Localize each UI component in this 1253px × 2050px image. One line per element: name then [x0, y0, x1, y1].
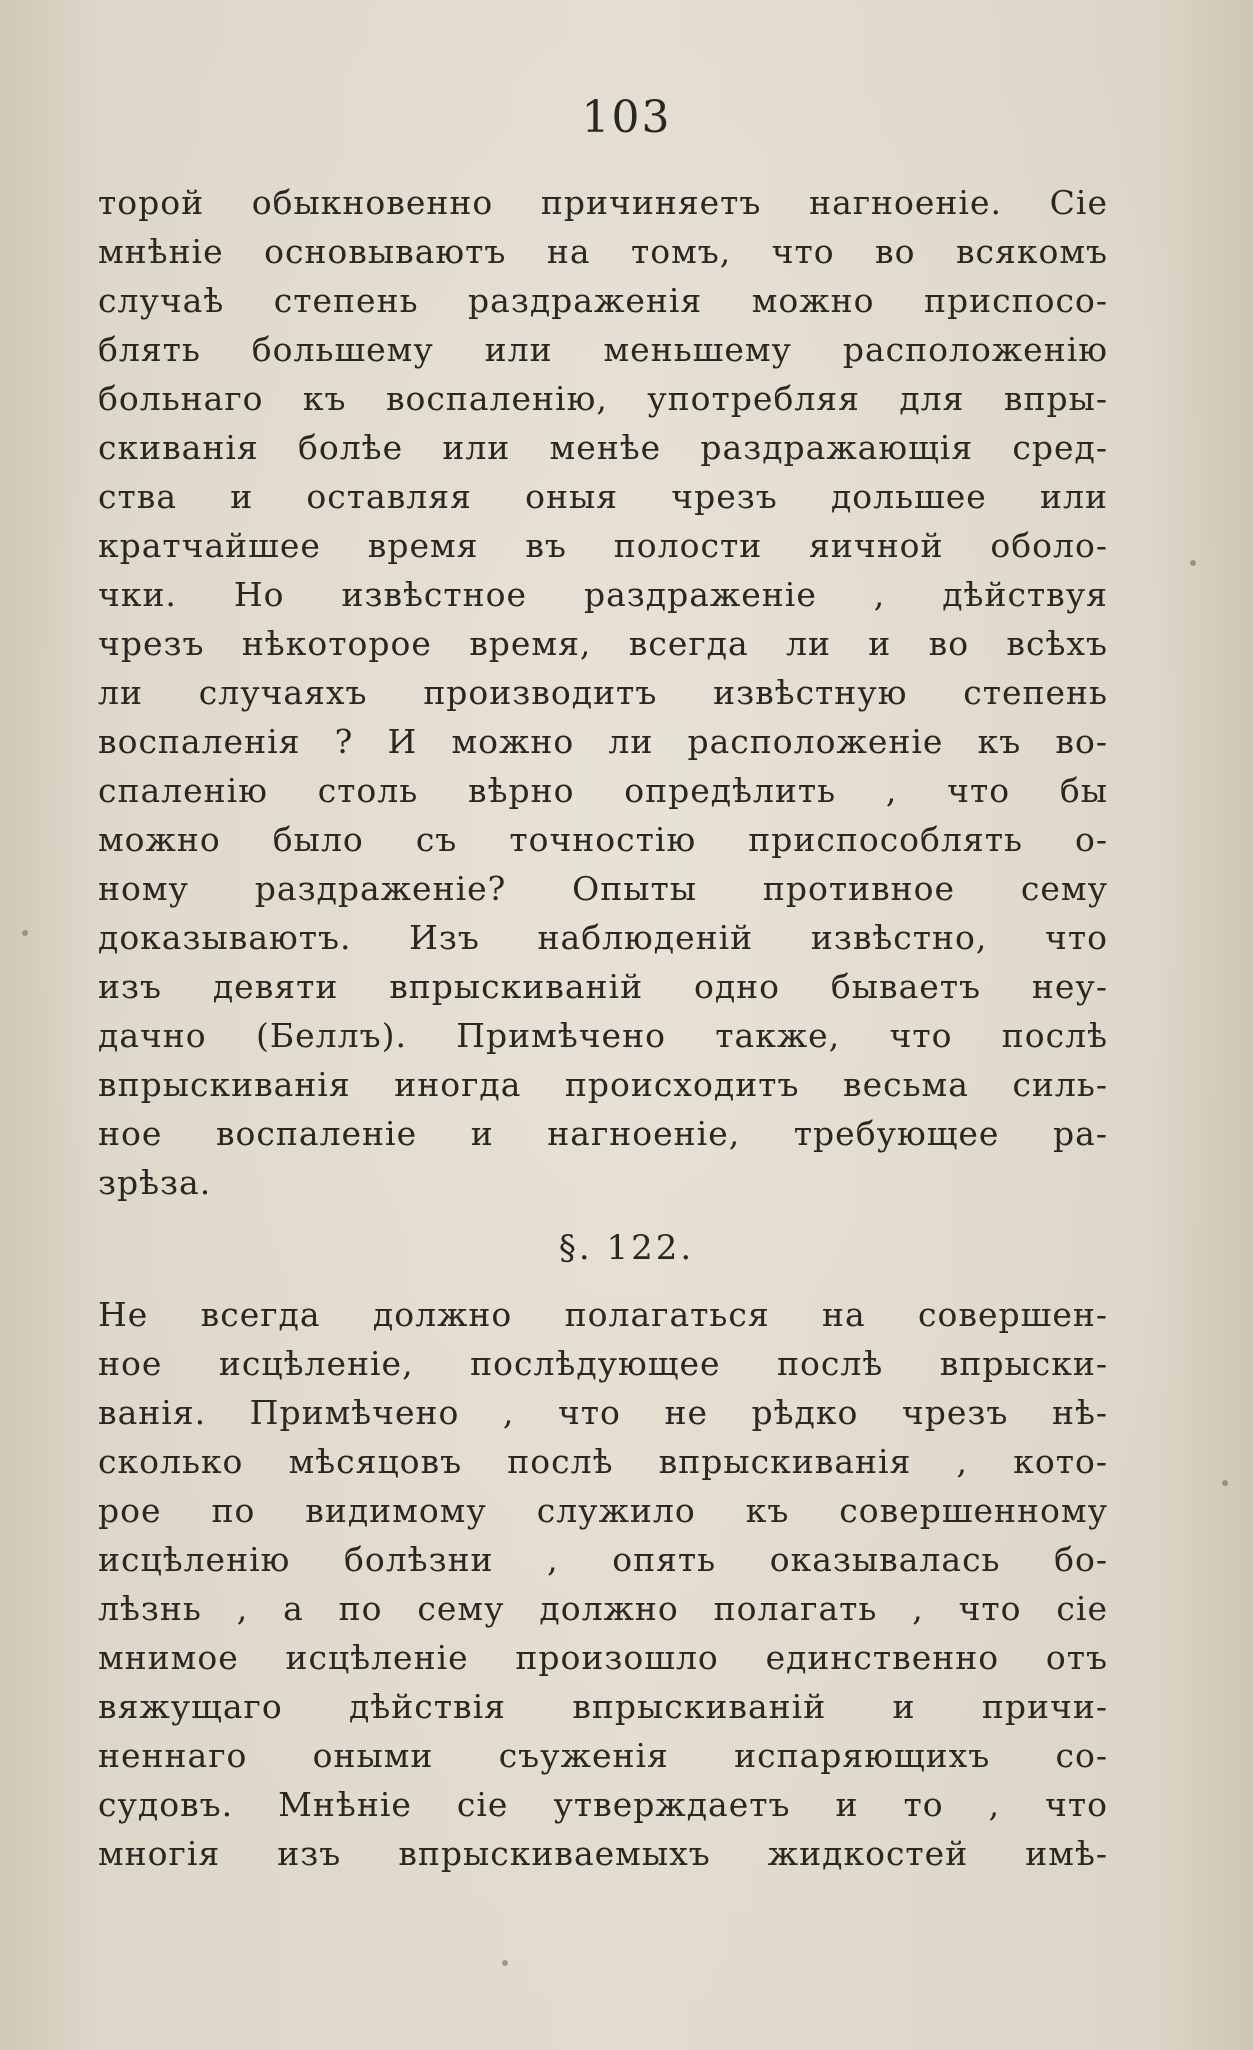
text-line: ному раздраженіе? Опыты противное сему	[98, 869, 1108, 908]
text-line: ное воспаленіе и нагноеніе, требующее ра-	[98, 1114, 1108, 1153]
text-line: неннаго оными съуженія испаряющихъ со-	[98, 1736, 1108, 1775]
text-line: больнаго къ воспаленію, употребляя для впры-	[98, 379, 1108, 418]
paragraph-continued	[98, 178, 1108, 1207]
text-line: кратчайшее время въ полости яичной оболо-	[98, 526, 1108, 565]
paper-speck	[1190, 560, 1196, 566]
text-line: спаленію столь вѣрно опредѣлить , что бы	[98, 771, 1108, 810]
text-line: мнимое исцѣленіе произошло единственно отъ	[98, 1638, 1108, 1677]
text-line: исцѣленію болѣзни , опять оказывалась бо-	[98, 1540, 1108, 1579]
text-line: ли случаяхъ производитъ извѣстную степень	[98, 673, 1108, 712]
text-line: впрыскиванія иногда происходитъ весьма силь-	[98, 1065, 1108, 1104]
text-line: сколько мѣсяцовъ послѣ впрыскиванія , кото-	[98, 1442, 1108, 1481]
text-line: чрезъ нѣкоторое время, всегда ли и во всѣхъ	[98, 624, 1108, 663]
text-line: торой обыкновенно причиняетъ нагноеніе. Сіе	[98, 183, 1108, 222]
text-line: воспаленія ? И можно ли расположеніе къ во-	[98, 722, 1108, 761]
text-line: ства и оставляя оныя чрезъ дольшее или	[98, 477, 1108, 516]
text-line: доказываютъ. Изъ наблюденій извѣстно, что	[98, 918, 1108, 957]
text-line: случаѣ степень раздраженія можно приспосо-	[98, 281, 1108, 320]
text-line: блять большему или меньшему расположенію	[98, 330, 1108, 369]
text-line: дачно (Беллъ). Примѣчено также, что послѣ	[98, 1016, 1108, 1055]
page-number: 103	[581, 92, 672, 143]
text-line: лѣзнь , а по сему должно полагать , что сіе	[98, 1589, 1108, 1628]
paper-speck	[22, 930, 28, 936]
text-line: зрѣза.	[98, 1163, 212, 1202]
section-heading: §. 122.	[558, 1228, 695, 1268]
text-line: скиванія болѣе или менѣе раздражающія сред-	[98, 428, 1108, 467]
paper-speck	[502, 1960, 508, 1966]
paper-speck	[1222, 1480, 1228, 1486]
text-line: многія изъ впрыскиваемыхъ жидкостей имѣ-	[98, 1834, 1108, 1873]
text-line: Не всегда должно полагаться на совершен-	[98, 1295, 1108, 1334]
paragraph-section-122	[98, 1290, 1108, 1878]
text-line: можно было съ точностію приспособлять о-	[98, 820, 1108, 859]
text-line: мнѣніе основываютъ на томъ, что во всякомъ	[98, 232, 1108, 271]
text-line: вяжущаго дѣйствія впрыскиваній и причи-	[98, 1687, 1108, 1726]
text-line: ванія. Примѣчено , что не рѣдко чрезъ нѣ-	[98, 1393, 1108, 1432]
text-line: чки. Но извѣстное раздраженіе , дѣйствуя	[98, 575, 1108, 614]
text-line: изъ девяти впрыскиваній одно бываетъ неу-	[98, 967, 1108, 1006]
text-line: судовъ. Мнѣніе сіе утверждаетъ и то , что	[98, 1785, 1108, 1824]
text-line: ное исцѣленіе, послѣдующее послѣ впрыски-	[98, 1344, 1108, 1383]
text-line: рое по видимому служило къ совершенному	[98, 1491, 1108, 1530]
